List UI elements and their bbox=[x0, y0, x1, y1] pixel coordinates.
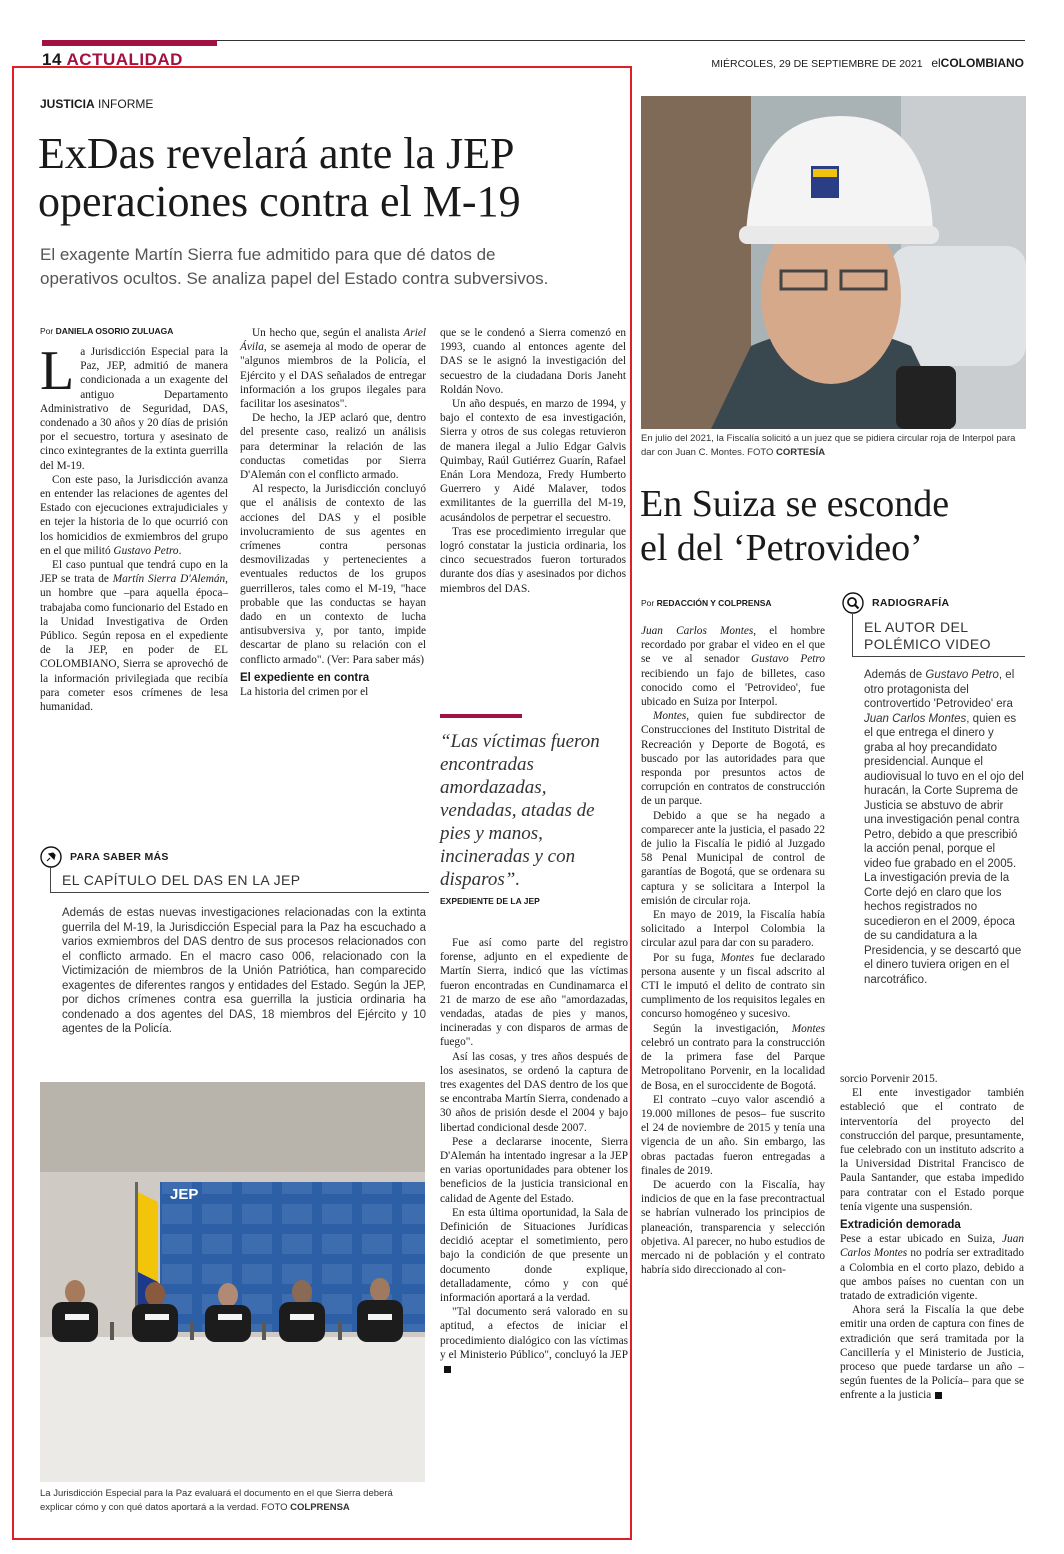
sidebar-header bbox=[40, 846, 169, 868]
end-mark bbox=[444, 1366, 451, 1373]
pullquote-source: EXPEDIENTE DE LA JEP bbox=[440, 896, 540, 906]
section-color-bar bbox=[42, 40, 217, 46]
article-column-3-continued: Fue así como parte del registro forense, adjunto en el expediente de Martín Sierra, indicó que las víctimas fueron encontradas en Cundinamarca el 21 de marzo de ese año "amordazadas, vendadas, atadas de pies y manos, incineradas y con disparos de armas de fuego". Así las cosas, y tres años después de los asesinatos, se ordenó la captura de tres exagentes del DAS dentro de los que se encontraba Martín Sierra, condenado a 30 años de prisión desde el 2004 y bajo libertad condicional desde 2007. Pese a declararse inocente, Sierra D'Alemán ha intentado ingresar a la JEP en varias oportunidades para obtener los beneficios de la justicia transicional en calidad de Agente del Estado. En esta última oportunidad, la Sala de Definición de Situaciones Jurídicas decidió aceptar el sometimiento, pero bajo la condición de que presente un documento donde explique, detalladamente, cómo y con qué información aportará a la verdad. "Tal documento será valorado en su aptitud, a efectos de iniciar el procedimiento dialógico con las víctimas y el Ministerio Público", concluyó la JEP bbox=[440, 936, 628, 1376]
backdrop-text: JEP bbox=[170, 1186, 199, 1203]
jep-photo-caption: La Jurisdicción Especial para la Paz evaluará el documento en el que Sierra deberá explicar cómo y con qué datos aportará a la verdad. FOTO COLPRENSA bbox=[40, 1488, 393, 1513]
side-subhead: Extradición demorada bbox=[840, 1219, 961, 1232]
end-mark bbox=[935, 1392, 942, 1399]
montes-photo bbox=[641, 96, 1026, 429]
paper-logo: elCOLOMBIANO bbox=[931, 56, 1024, 70]
issue-date: MIÉRCOLES, 29 DE SEPTIEMBRE DE 2021 bbox=[711, 58, 923, 70]
article-kicker: JUSTICIA INFORME bbox=[40, 97, 154, 111]
sidebar-title: EL CAPÍTULO DEL DAS EN LA JEP bbox=[62, 872, 301, 888]
radiografia-label: RADIOGRAFÍA bbox=[872, 597, 950, 609]
montes-photo-illustration bbox=[641, 96, 1026, 429]
subhead: El expediente en contra bbox=[240, 671, 370, 684]
sidebar-label: PARA SABER MÁS bbox=[70, 851, 169, 863]
jep-photo bbox=[40, 1082, 425, 1482]
magnifier-icon bbox=[842, 592, 864, 614]
article-column-2: Un hecho que, según el analista Ariel Ávila, se asemeja al modo de operar de "algunos miembros de la Policía, el Ejército y el DAS señalados de entregar información a los grupos ilegales para facilitar los asesinatos". De hecho, la JEP aclaró que, dentro del presente caso, realizó un análisis para determinar la relación de las conductas cometidas por Sierra D'Alemán con el conflicto armado. Al respecto, la Jurisdicción concluyó que el análisis de contexto de las acciones del DAS y el posible involucramiento de sus agentes en crímenes contra personas desmovilizadas y pertenecientes a eventuales reductos de los grupos guerrilleros, tales como el M-19, "hace probable que las conductas se hayan dado en un contexto de lucha antisubversiva y, por tanto, impide descartar de plano su relación con el conflicto armado". (Ver: Para saber más) El expediente en contra La historia del crimen por el bbox=[240, 327, 426, 699]
pullquote-bar bbox=[440, 714, 522, 718]
side-headline: En Suiza se esconde el del ‘Petrovideo’ bbox=[640, 483, 950, 569]
jep-photo-illustration bbox=[40, 1082, 425, 1482]
dateline bbox=[711, 56, 1024, 70]
side-column-2: sorcio Porvenir 2015. El ente investigador también estableció que el contrato de interventoría del proyecto del construcción del parque, presuntamente, fue celebrado con un instituto adscrito a la Universidad Distrital Francisco de Paula Santander, que estaba impedido para contratar con el Estado porque tenía vigente una suspensión. Extradición demorada Pese a estar ubicado en Suiza, Juan Carlos Montes no podría ser extraditado a Colombia en el corto plazo, debido a que ambos países no cuentan con un tratado de extradición vigente. Ahora será la Fiscalía la que debe emitir una orden de captura con fines de extradición que será tramitada por la Cancillería y el Ministerio de Justicia, proceso que puede tardarse un año –según fuentes de la Policía– para que se enfrente a la justicia bbox=[840, 1073, 1025, 1402]
article-byline: Por DANIELA OSORIO ZULUAGA bbox=[40, 326, 174, 336]
radiografia-body: Además de Gustavo Petro, el otro protagonista del controvertido 'Petrovideo' era Juan Carlos Montes, quien es el que entrega el dinero y graba al hoy precandidato presidencial. Aunque el audiovisual lo tuvo en el ojo del huracán, la Corte Suprema de Justicia se abstuvo de abrir una investigación penal contra Petro, debido a que prescribió la acción penal, porque el video fue grabado en el 2005. La investigación previa de la Corte dejó en claro que los hechos registrados no sucedieron en el 2009, época de su candidatura a la Presidencia, y se descartó que el dinero tuviera origen en el narcotráfico. bbox=[864, 669, 1024, 986]
side-byline: Por REDACCIÓN Y COLPRENSA bbox=[641, 598, 772, 608]
radiografia-header bbox=[842, 592, 949, 614]
pin-icon bbox=[40, 846, 62, 868]
section-name: ACTUALIDAD bbox=[66, 50, 183, 69]
article-dek: El exagente Martín Sierra fue admitido para que dé datos de operativos ocultos. Se analiza papel del Estado contra subversivos. bbox=[40, 245, 549, 288]
page-number: 14 bbox=[42, 50, 62, 69]
sidebar-body: Además de estas nuevas investigaciones relacionadas con la extinta guerrila del M-19, la Jurisdicción Especial para la Paz ha escuchado a varios exmiembros del DAS dentro de sus procesos relacionados con el conflicto armado. En el macro caso 006, relacionado con la Victimización de miembros de la Unión Patriótica, han comparecido exagentes de diferentes rangos y entidades del Estado. Según la JEP, por dichos crímenes contra esa guerrilla la justicia ordinaria ha condenado a dos agentes del DAS, 18 miembros del Ejército y 10 agentes de la Policía. bbox=[62, 907, 426, 1035]
radiografia-title: EL AUTOR DEL POLÉMICO VIDEO bbox=[864, 619, 991, 652]
article-column-1: La Jurisdicción Especial para la Paz, JEP, admitió de manera condicionada a un exagente del antiguo Departamento Administrativo de Seguridad, DAS, condenado a 30 años y 20 días de prisión por el secuestro, tortura y asesinato de cinco exintegrantes de la extinta guerrilla del M-19. Con este paso, la Jurisdicción avanza en entender las relaciones de agentes del Estado con ejecuciones extrajudiciales y en tejer la historia de lo que ocurrió con los homicidios de exmiembros del grupo en el que militó Gustavo Petro. El caso puntual que tendrá cupo en la JEP se trata de Martín Sierra D'Alemán, un hombre que –para aquella época– trabajaba como funcionario del Estado en la Unidad Investigativa de Orden Público. Según reposa en el expediente de la JEP, en poder de EL COLOMBIANO, Sierra se aprovechó de la información privilegiada que recibía para cometer esos crímenes de lesa humanidad. bbox=[40, 340, 228, 714]
article-column-3: que se le condenó a Sierra comenzó en 1993, cuando al entonces agente del DAS se le asignó la investigación del secuestro de la ciudadana Doris Janeht Roldán Novo. Un año después, en marzo de 1994, y bajo el contexto de esa investigación, Sierra y otros de sus colegas retuvieron de manera ilegal a Julio Edgar Galvis Quimbay, Raúl Gutiérrez Guarín, Rafael Enán Lora Mendoza, Fredy Humberto Guerrero y Aidé Malaver, todos exmilitantes de la guerrilla del M-19, acusándolos de perpetrar el secuestro. Tras ese procedimiento irregular que logró constatar la justicia ordinaria, los cinco secuestrados fueron torturados durante dos días y asesinados por dichos miembros del DAS. bbox=[440, 327, 626, 595]
pullquote: “Las víctimas fueron encontradas amordazadas, vendadas, atadas de pies y manos, incineradas y con disparos”. bbox=[440, 731, 600, 890]
side-column-1: Juan Carlos Montes, el hombre recordado por grabar el video en el que se ve al senador Gustavo Petro recibiendo un fajo de billetes, caso conocido como el 'Petrovideo', fue ubicado en Suiza por Interpol. Montes, quien fue subdirector de Construcciones del Instituto Distrital de Recreación y Deporte de Bogotá, es buscado por las autoridades para que responda por presuntos actos de corrupción en contratos de construcción de un parque. Debido a que se ha negado a comparecer ante la justicia, el pasado 22 de julio la Fiscalía le pidió al Juzgado 58 Penal Municipal de control de garantías de Bogotá, que se ordenara su captura y se solicitara a Interpol la emisión de circular roja. En mayo de 2019, la Fiscalía había solicitado a Interpol Colombia la circular azul para dar con su paradero. Por su fuga, Montes fue declarado persona ausente y un fiscal adscrito al CTI le imputó el delito de contrato sin cumplimento de los requisitos legales en concurso homogéneo y sucesivo. Según la investigación, Montes celebró un contrato para la construcción de la primera fase del Parque Metropolitano Porvenir, en la localidad de Bosa, en el suroccidente de Bogotá. El contrato –cuyo valor ascendió a 19.000 millones de pesos– fue suscrito el 24 de noviembre de 2015 y tenía una vigencia de un año. Sin embargo, las obras pactadas fueron entregadas a finales de 2019. De acuerdo con la Fiscalía, hay indicios de que en la fase precontractual se habrían vulnerado los principios de planeación, transparencia y selección objetiva. Al parecer, no hubo estudios de mercado ni de población y el contrato habría sido direccionado al con- bbox=[641, 625, 826, 1277]
article-headline: ExDas revelará ante la JEP operaciones contra el M-19 bbox=[38, 129, 521, 226]
montes-photo-caption: En julio del 2021, la Fiscalía solicitó a un juez que se pidiera circular roja de Interpol para dar con Juan C. Montes. FOTO CORTESÍA bbox=[641, 433, 1016, 458]
drop-cap: L bbox=[40, 340, 75, 402]
